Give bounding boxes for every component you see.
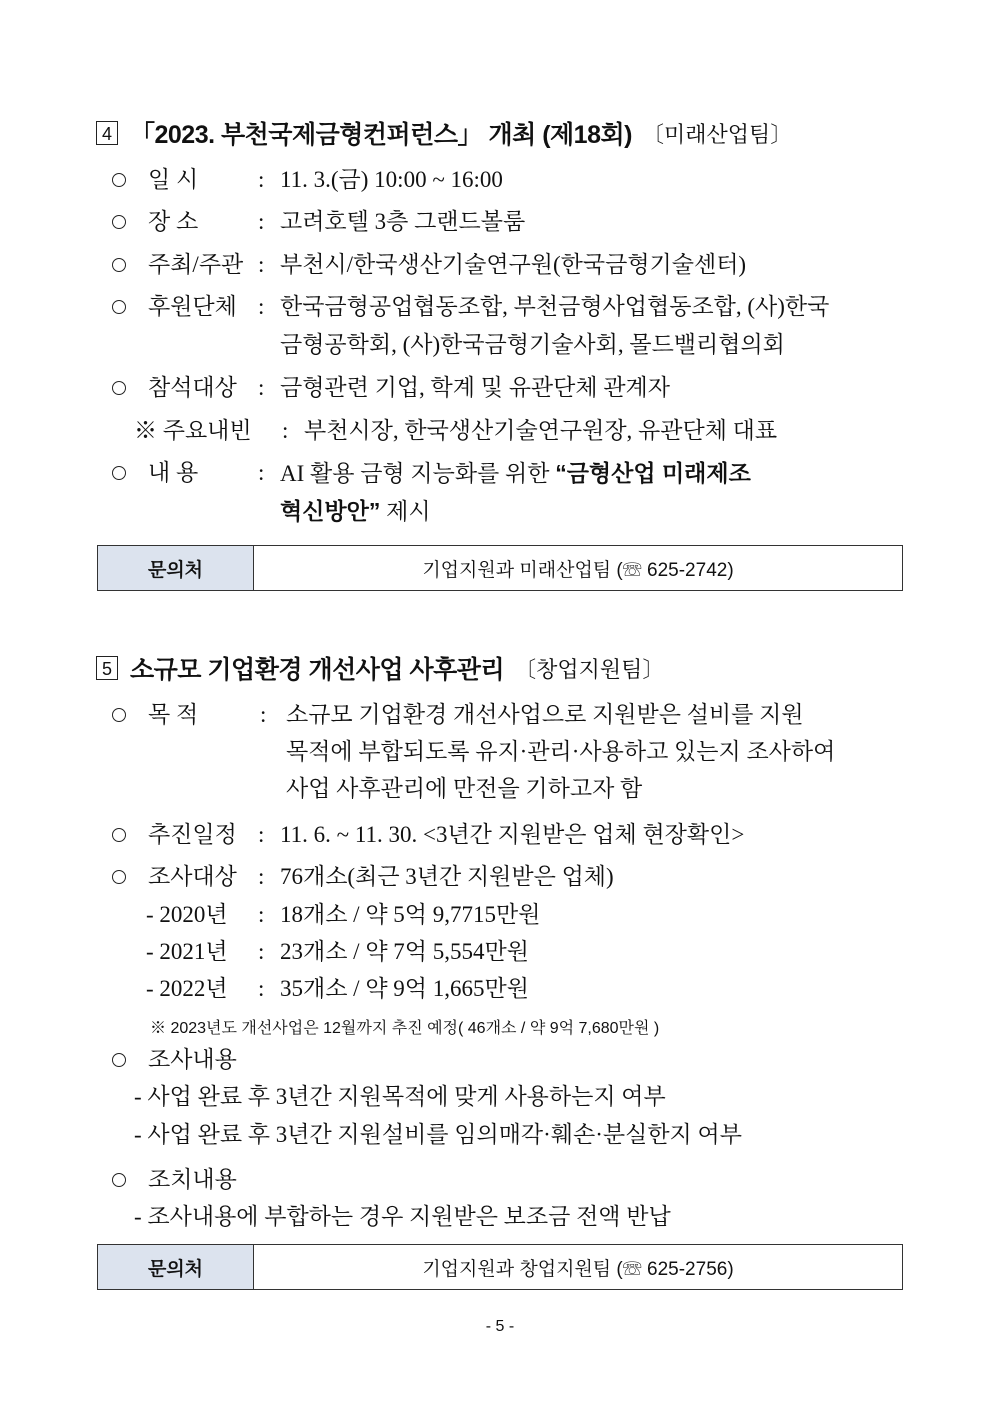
section5-title: 소규모 기업환경 개선사업 사후관리 [130,656,505,684]
colon: : [258,939,265,964]
colon: : [258,167,265,192]
section5-contact-box [97,1244,903,1290]
content-line1 [280,458,751,489]
year-label: - 2020년 [146,902,228,927]
section4-item-content [110,458,910,532]
section5-survey-item: - 사업 완료 후 3년간 지원설비를 임의매각·훼손·분실한지 여부 [134,1122,742,1147]
year-label: - 2022년 [146,976,228,1001]
content-text: 제시 [380,499,431,524]
section5-survey-item: - 사업 완료 후 3년간 지원목적에 맞게 사용하는지 여부 [134,1084,666,1109]
year-value: 35개소 / 약 9억 1,665만원 [280,976,529,1001]
contact-label: 문의처 [98,1245,254,1289]
item-label: 장 소 [148,209,199,234]
section5-item-purpose [110,700,910,810]
section4-team: 〔미래산업팀〕 [641,121,793,147]
item-value: 한국금형공업협동조합, 부천금형사업협동조합, (사)한국 [280,294,830,319]
section5-action-item: - 조사내용에 부합하는 경우 지원받은 보조금 전액 반납 [134,1204,671,1229]
item-value: 11. 6. ~ 11. 30. <3년간 지원받은 업체 현장확인> [280,822,745,847]
year-value: 23개소 / 약 7억 5,554만원 [280,939,529,964]
item-value: 고려호텔 3층 그랜드볼룸 [280,209,526,234]
colon: : [258,294,265,319]
section4-number: 4 [96,121,118,145]
item-label: 추진일정 [148,822,237,847]
circle-bullet-icon [112,708,126,722]
circle-bullet-icon [112,258,126,272]
colon: : [258,252,265,277]
year-label: - 2021년 [146,939,228,964]
contact-value: 기업지원과 미래산업팀 (☏ 625-2742) [422,559,734,581]
section4-title: 「2023. 부천국제금형컨퍼런스」 개최 (제18회) [130,121,632,149]
colon: : [258,976,265,1001]
colon: : [258,864,265,889]
section4-heading [96,115,792,151]
item-value: 11. 3.(금) 10:00 ~ 16:00 [280,167,503,192]
circle-bullet-icon [112,300,126,314]
note-label: ※ 주요내빈 [134,418,252,443]
note-value: 부천시장, 한국생산기술연구원장, 유관단체 대표 [304,418,778,443]
circle-bullet-icon [112,1053,126,1067]
item-value-line2: 금형공학회, (사)한국금형기술사회, 몰드밸리협의회 [280,332,785,357]
item-value: 76개소(최근 3년간 지원받은 업체) [280,864,614,889]
item-label: 일 시 [148,167,199,192]
circle-bullet-icon [112,870,126,884]
content-bold: 혁신방안” [280,498,381,524]
section5-number: 5 [96,656,118,680]
colon: : [258,902,265,927]
purpose-line: 목적에 부합되도록 유지·관리·사용하고 있는지 조사하여 [286,739,836,764]
content-bold: “금형산업 미래제조 [555,460,751,486]
section5-team: 〔창업지원팀〕 [514,656,665,682]
colon: : [258,375,265,400]
section4-contact-box [97,545,903,591]
content-line2 [280,496,431,527]
section5-heading [96,650,664,686]
content-text: AI 활용 금형 지능화를 위한 [280,461,556,486]
item-label: 조사대상 [148,864,237,889]
colon: : [260,702,267,727]
item-label: 조사내용 [148,1047,237,1072]
item-value: 부천시/한국생산기술연구원(한국금형기술센터) [280,252,747,277]
contact-value: 기업지원과 창업지원팀 (☏ 625-2756) [422,1258,734,1280]
colon: : [258,822,265,847]
section5-year-note: ※ 2023년도 개선사업은 12월까지 추진 예정( 46개소 / 약 9억 7,680만원 ) [150,1020,660,1037]
circle-bullet-icon [112,1173,126,1187]
circle-bullet-icon [112,215,126,229]
page-number: - 5 - [485,1318,515,1335]
circle-bullet-icon [112,381,126,395]
item-label: 목 적 [148,702,199,727]
item-value: 금형관련 기업, 학계 및 유관단체 관계자 [280,375,670,400]
item-label: 주최/주관 [148,252,244,277]
item-label: 조치내용 [148,1167,237,1192]
year-value: 18개소 / 약 5억 9,7715만원 [280,902,541,927]
circle-bullet-icon [112,828,126,842]
colon: : [258,460,265,485]
purpose-line: 사업 사후관리에 만전을 기하고자 함 [286,776,643,801]
item-label: 참석대상 [148,375,237,400]
colon: : [258,209,265,234]
item-label: 후원단체 [148,294,237,319]
contact-label: 문의처 [98,546,254,590]
purpose-line: 소규모 기업환경 개선사업으로 지원받은 설비를 지원 [286,702,804,727]
circle-bullet-icon [112,466,126,480]
section4-item-sponsor [110,292,910,366]
item-label: 내 용 [148,460,199,485]
colon: : [282,418,289,443]
circle-bullet-icon [112,173,126,187]
